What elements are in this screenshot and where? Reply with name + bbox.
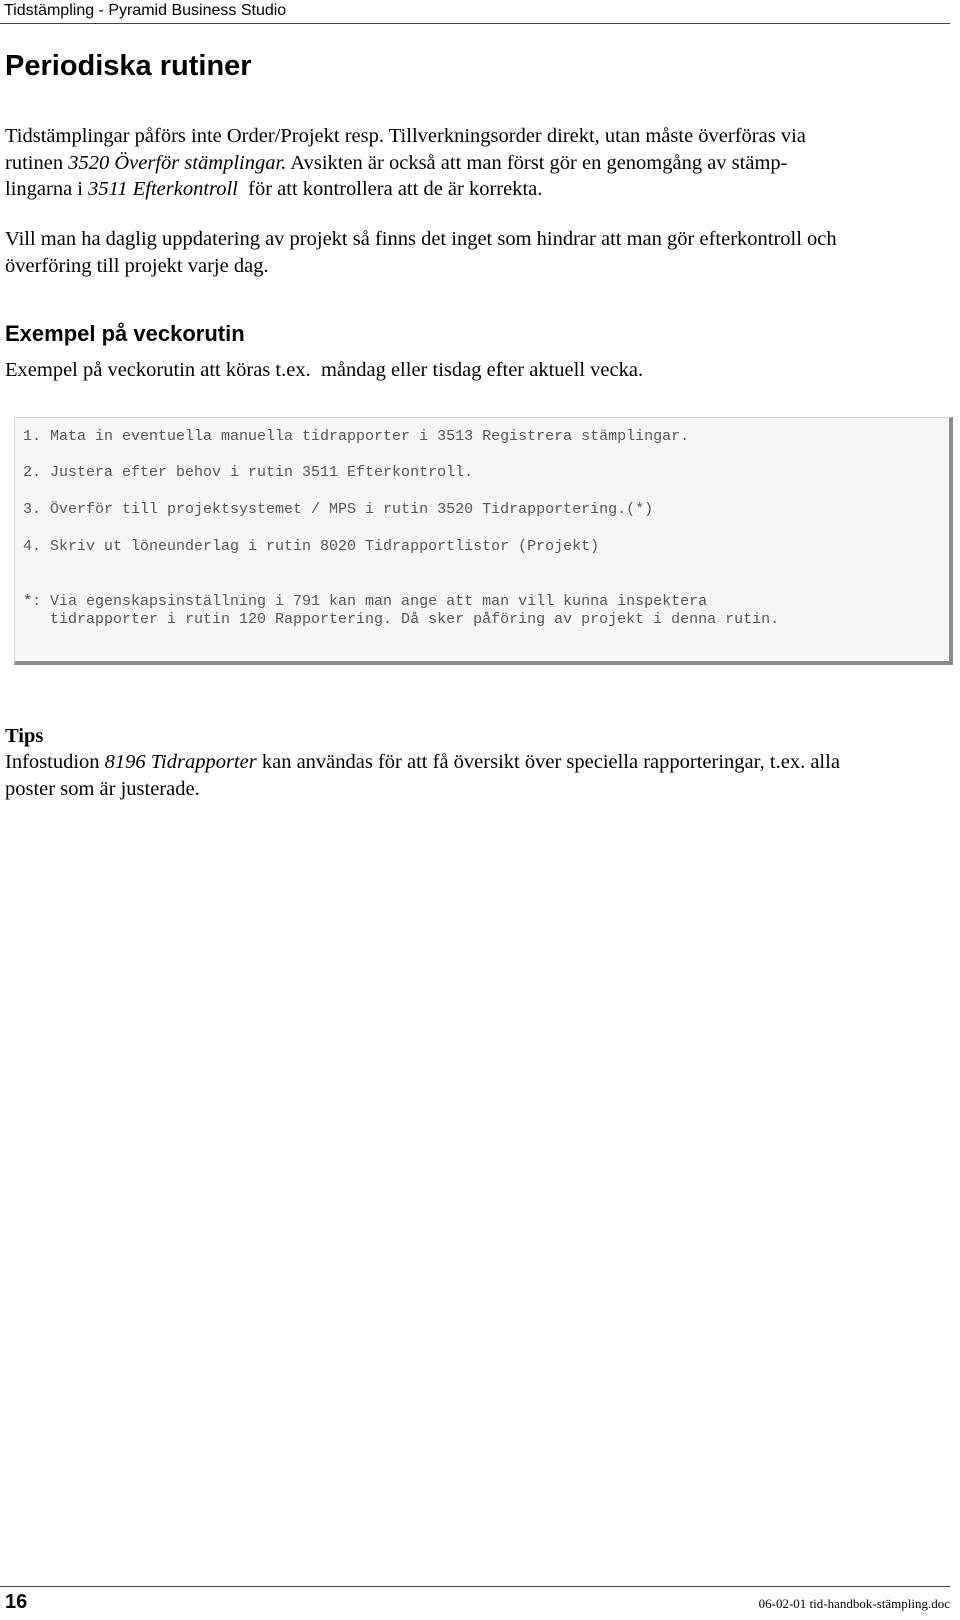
intro-line-3 — [5, 176, 950, 203]
tips-line-1 — [5, 749, 950, 776]
daily-line-2: överföring till projekt varje dag. — [5, 254, 269, 277]
page-title: Periodiska rutiner — [5, 50, 252, 82]
routine-reference: 3511 Efterkontroll — [88, 178, 238, 200]
code-line-step-1: 1. Mata in eventuella manuella tidrapporter i 3513 Registrera stämplingar. — [23, 428, 690, 445]
intro-text: Avsikten är också att man först gör en genomgång av stämp- — [286, 151, 788, 174]
intro-text: för att kontrollera att de är korrekta. — [237, 178, 543, 200]
infostudio-reference: 8196 Tidrapporter — [104, 751, 257, 773]
document-filename: 06-02-01 tid-handbok-stämpling.doc — [758, 1596, 950, 1611]
page-header — [0, 0, 950, 24]
code-line-note-2: tidrapporter i rutin 120 Rapportering. Då sker påföring av projekt i denna rutin. — [23, 611, 780, 628]
code-line-step-2: 2. Justera efter behov i rutin 3511 Efterkontroll. — [23, 464, 474, 481]
section-intro-text: Exempel på veckorutin att köras t.ex. måndag eller tisdag efter aktuell vecka. — [5, 359, 644, 381]
routine-reference: 3520 Överför stämplingar. — [68, 151, 287, 174]
code-line-step-4: 4. Skriv ut löneunderlag i rutin 8020 Tidrapportlistor (Projekt) — [23, 538, 600, 555]
section-title: Exempel på veckorutin — [5, 321, 245, 346]
tips-line-2: poster som är justerade. — [5, 777, 200, 800]
tips-title: Tips — [5, 725, 44, 747]
intro-line-1: Tidstämplingar påförs inte Order/Projekt resp. Tillverkningsorder direkt, utan måste överföras via — [5, 125, 806, 147]
tips-paragraph — [5, 749, 950, 802]
intro-line-2 — [5, 150, 950, 177]
weekly-routine-codeblock — [14, 417, 953, 665]
intro-text: rutinen — [5, 151, 69, 174]
daily-line-1: Vill man ha daglig uppdatering av projekt så finns det inget som hindrar att man gör efterkontroll och — [5, 228, 837, 250]
header-title: Tidstämpling - Pyramid Business Studio — [4, 2, 287, 19]
section-intro — [5, 357, 950, 384]
code-line-note-1: *: Via egenskapsinställning i 791 kan man ange att man vill kunna inspektera — [23, 593, 708, 610]
tips-text: Infostudion — [5, 751, 105, 773]
intro-text: lingarna i — [5, 178, 89, 200]
footer-divider — [0, 1586, 950, 1587]
code-line-step-3: 3. Överför till projektsystemet / MPS i rutin 3520 Tidrapportering.(*) — [23, 501, 654, 518]
tips-text: kan användas för att få översikt över speciella rapporteringar, t.ex. alla — [256, 751, 840, 773]
daily-update-paragraph — [5, 226, 950, 279]
intro-paragraph — [5, 123, 950, 203]
page-number: 16 — [5, 1591, 28, 1613]
